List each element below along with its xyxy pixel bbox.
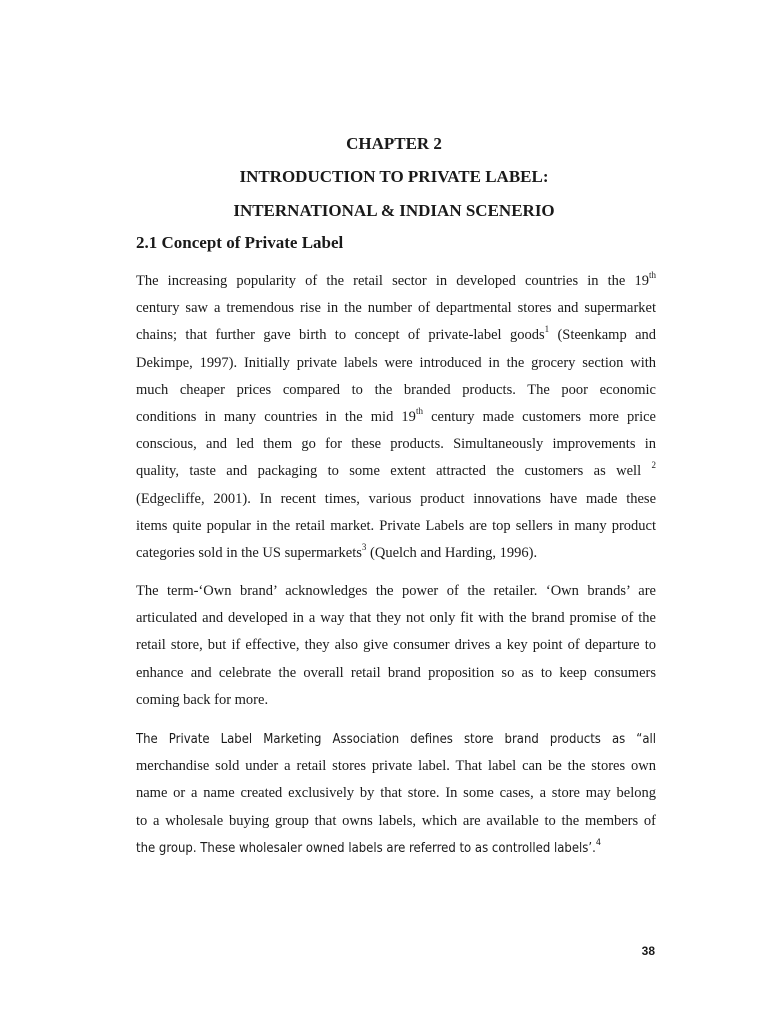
paragraph-1-line: [136, 513, 656, 540]
paragraph-2-line: retail store, but if effective, they also give consumer drives a key point of departure to: [136, 637, 656, 654]
text-run: (Edgecliffe, 2001). In recent times, various product innovations have made these: [136, 490, 656, 507]
paragraph-1-line: [136, 404, 656, 431]
text-run: quality, taste and packaging to some extent attracted the customers as well: [136, 463, 652, 480]
paragraph-3-line: [136, 780, 656, 807]
paragraph-1: [136, 268, 656, 567]
paragraph-3: [136, 726, 656, 862]
text-run: (Quelch and Harding, 1996).: [366, 544, 538, 561]
text-run: conditions in many countries in the mid 19: [136, 408, 416, 425]
text-run: categories sold in the US supermarkets: [136, 544, 362, 561]
paragraph-1-line: [136, 322, 656, 349]
text-run: chains; that further gave birth to concept of private-label goods: [136, 327, 545, 344]
paragraph-1-line: [136, 540, 656, 567]
paragraph-1-line: [136, 295, 656, 322]
text-run: merchandise sold under a retail stores private label. That label can be the stores own: [136, 758, 656, 775]
paragraph-1-line: [136, 486, 656, 513]
paragraph-1-line: [136, 458, 656, 485]
section-heading: 2.1 Concept of Private Label: [136, 233, 344, 252]
paragraph-3-line: [136, 753, 656, 780]
superscript: th: [415, 405, 423, 416]
text-run: century saw a tremendous rise in the number of departmental stores and supermarket: [136, 300, 656, 317]
paragraph-1-line: [136, 268, 656, 295]
text-run: The Private Label Marketing Association defines store brand products as “all: [136, 732, 656, 747]
paragraph-3-line: [136, 835, 656, 862]
chapter-title-line-2: INTERNATIONAL & INDIAN SCENERIO: [233, 201, 555, 220]
paragraph-2-line: The term-‘Own brand’ acknowledges the power of the retailer. ‘Own brands’ are: [136, 583, 656, 599]
text-run: century made customers more price: [422, 408, 656, 425]
text-run: items quite popular in the retail market. Private Labels are top sellers in many product: [136, 517, 656, 534]
paragraph-3-line: [136, 808, 656, 835]
footnote-marker: 1: [544, 324, 550, 335]
paragraph-2: [136, 578, 656, 714]
paragraph-2-line: articulated and developed in a way that they not only fit with the brand promise of the: [136, 610, 656, 627]
footnote-marker: 2: [651, 460, 656, 471]
text-run: conscious, and led them go for these products. Simultaneously improvements in: [136, 436, 656, 453]
footnote-marker: 3: [361, 541, 367, 552]
paragraph-3-line: [136, 726, 656, 753]
chapter-heading: CHAPTER 2: [346, 134, 442, 153]
text-run: The increasing popularity of the retail sector in developed countries in the 19: [136, 273, 649, 289]
chapter-title-line-1: INTRODUCTION TO PRIVATE LABEL:: [239, 167, 549, 186]
page-number: 38: [641, 944, 655, 958]
text-run: to a wholesale buying group that owns labels, which are available to the members of: [136, 812, 656, 829]
text-run: much cheaper prices compared to the branded products. The poor economic: [136, 381, 656, 398]
superscript: th: [648, 270, 656, 280]
text-run: the group. These wholesaler owned labels are referred to as controlled labels’.: [136, 840, 596, 856]
paragraph-1-line: [136, 431, 656, 458]
text-run: (Steenkamp and: [549, 327, 657, 344]
paragraph-1-line: [136, 350, 656, 377]
paragraph-2-line: enhance and celebrate the overall retail brand proposition so as to keep consumers: [136, 664, 656, 681]
text-run: name or a name created exclusively by that store. In some cases, a store may belong: [136, 785, 656, 802]
text-run: Dekimpe, 1997). Initially private labels were introduced in the grocery section with: [136, 354, 656, 371]
paragraph-2-line: coming back for more.: [136, 691, 269, 708]
footnote-marker: 4: [595, 837, 601, 848]
paragraph-1-line: [136, 377, 656, 404]
